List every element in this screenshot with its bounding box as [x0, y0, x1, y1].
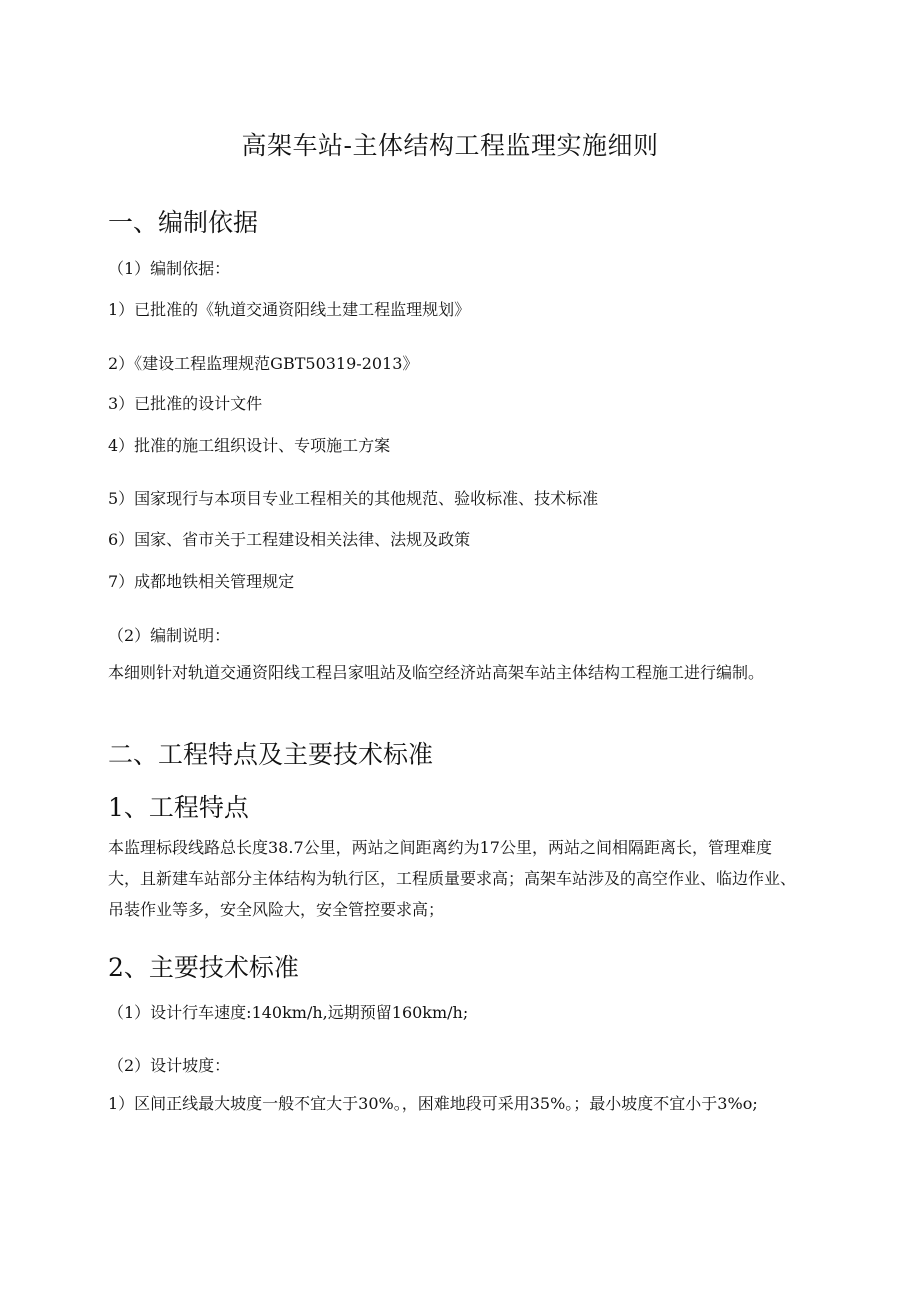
section-2-heading: 二、工程特点及主要技术标准 — [108, 740, 434, 769]
basis-item-1: 1）已批准的《轨道交通资阳线土建工程监理规划》 — [108, 300, 471, 319]
basis-item-4: 4）批准的施工组织设计、专项施工方案 — [108, 436, 391, 455]
features-heading: 1、工程特点 — [108, 793, 249, 822]
slope-sublabel: （2）设计坡度： — [108, 1056, 231, 1075]
basis-item-2: 2）《建设工程监理规范GBT50319-2013》 — [108, 354, 419, 373]
document-title: 高架车站-主体结构工程监理实施细则 — [241, 131, 659, 160]
speed-line: （1）设计行车速度:140km/h,远期预留160km/h; — [108, 1003, 469, 1022]
standards-heading: 2、主要技术标准 — [108, 953, 299, 982]
basis-item-3: 3）已批准的设计文件 — [108, 394, 263, 413]
basis-item-6: 6）国家、省市关于工程建设相关法律、法规及政策 — [108, 530, 471, 549]
slope-paragraph: 1）区间正线最大坡度一般不宜大于30%。，困难地段可采用35%。；最小坡度不宜小于3%o; — [108, 1094, 758, 1113]
explanation-sublabel: （2）编制说明： — [108, 626, 231, 645]
features-paragraph: 本监理标段线路总长度38.7公里，两站之间距离约为17公里，两站之间相隔距离长，管理难度大，且新建车站部分主体结构为轨行区，工程质量要求高；高架车站涉及的高空作业、临边作业、吊装作业等多，安全风险大，安全管控要求高； — [108, 838, 797, 919]
explanation-paragraph: 本细则针对轨道交通资阳线工程吕家咀站及临空经济站高架车站主体结构工程施工进行编制。 — [108, 663, 765, 682]
basis-sublabel: （1）编制依据： — [108, 259, 231, 278]
basis-item-7: 7）成都地铁相关管理规定 — [108, 572, 295, 591]
section-1-heading: 一、编制依据 — [108, 208, 259, 237]
basis-item-5: 5）国家现行与本项目专业工程相关的其他规范、验收标准、技术标准 — [108, 489, 599, 508]
